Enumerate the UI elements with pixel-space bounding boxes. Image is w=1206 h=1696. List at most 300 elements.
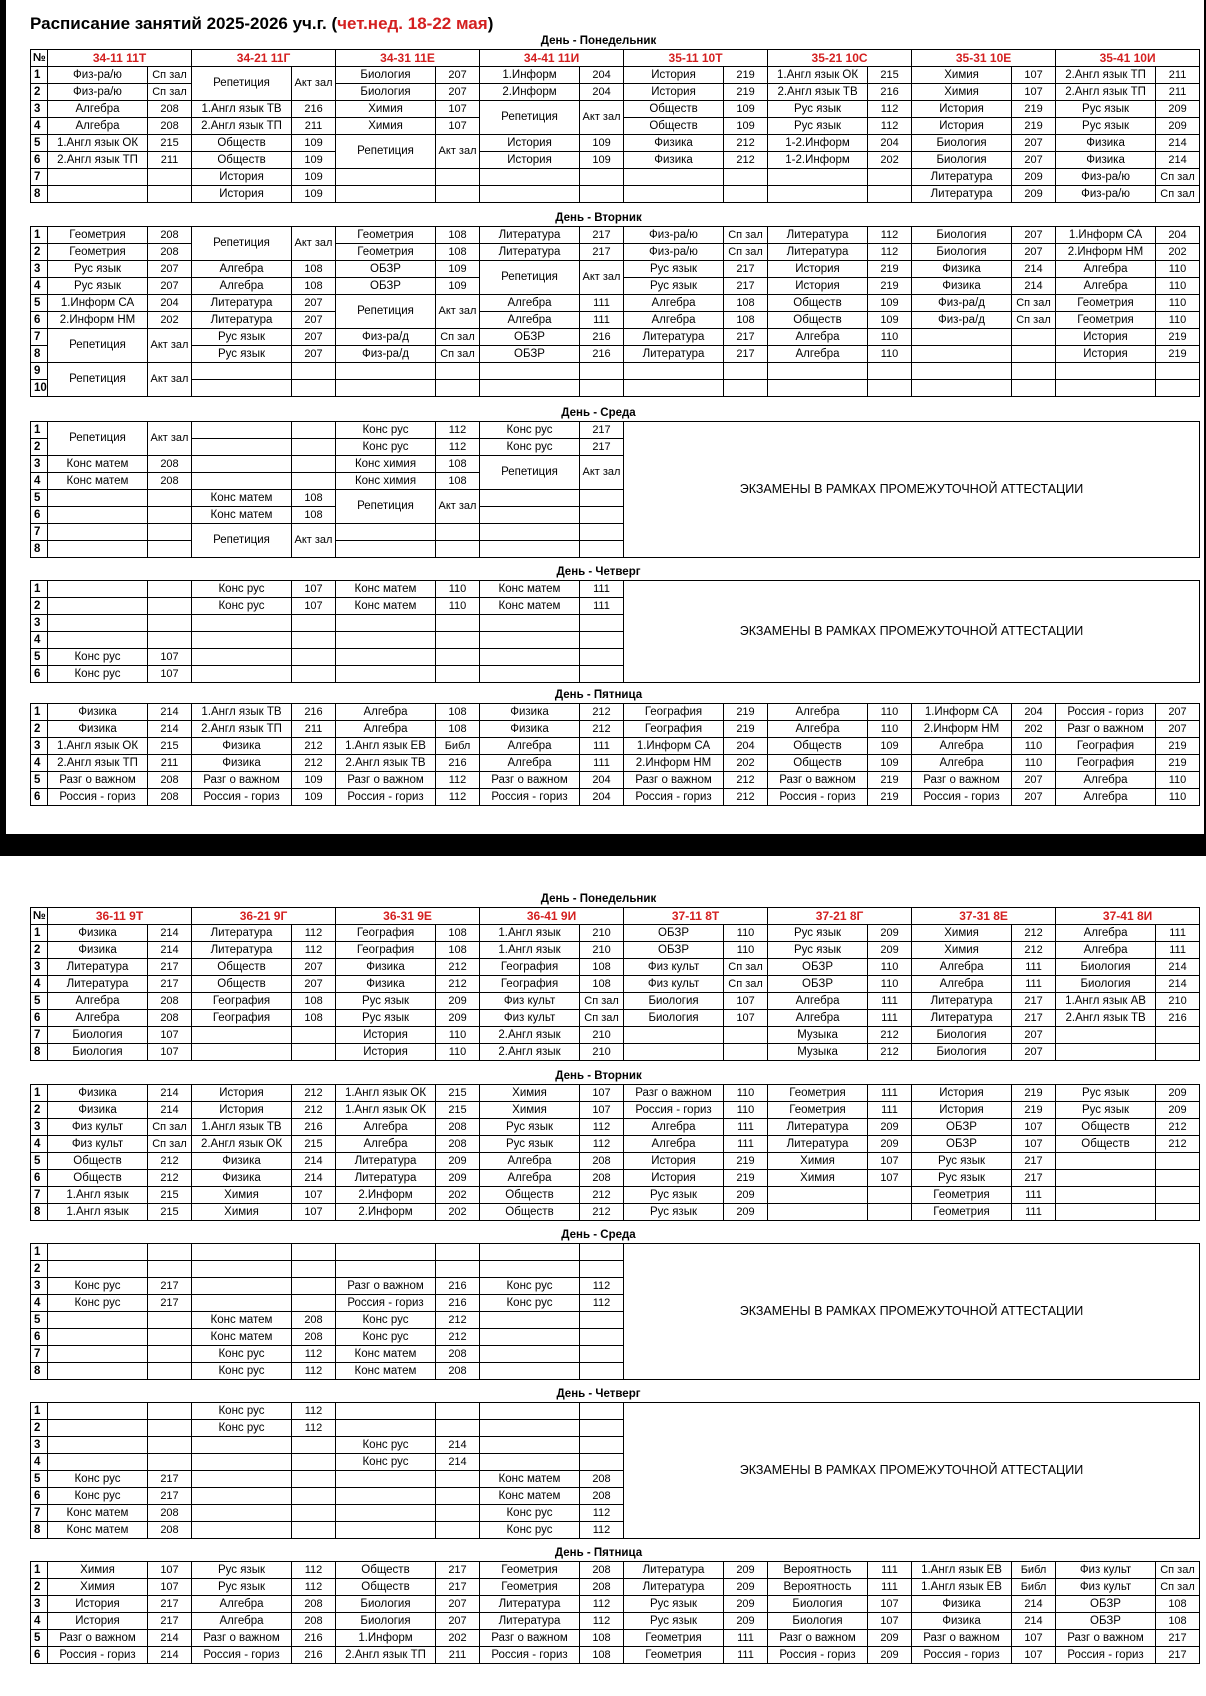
room-cell	[1156, 363, 1200, 380]
subject-cell	[768, 1204, 868, 1221]
subject-cell: Разг о важном	[912, 1630, 1012, 1647]
subject-cell: Конс рус	[480, 439, 580, 456]
period-number: 5	[31, 295, 48, 312]
subject-cell	[192, 1044, 292, 1061]
subject-cell: Разг о важном	[336, 1278, 436, 1295]
subject-cell	[336, 524, 436, 541]
table-row	[31, 1170, 1200, 1187]
subject-cell	[336, 666, 436, 683]
room-cell	[580, 1403, 624, 1420]
room-cell: 216	[580, 346, 624, 363]
subject-cell: Обществ	[480, 1187, 580, 1204]
subject-cell	[480, 649, 580, 666]
subject-cell: 2.Англ язык ТП	[48, 755, 148, 772]
subject-cell: Конс матем	[480, 598, 580, 615]
room-cell	[148, 1312, 192, 1329]
subject-cell	[912, 363, 1012, 380]
room-cell: 107	[868, 1596, 912, 1613]
table-row	[31, 1596, 1200, 1613]
table-row	[31, 1204, 1200, 1221]
subject-cell: Физ-ра/ю	[1056, 169, 1156, 186]
room-cell: 208	[436, 1346, 480, 1363]
room-cell: 211	[436, 1647, 480, 1664]
subject-cell: Рус язык	[768, 101, 868, 118]
room-cell	[436, 1522, 480, 1539]
room-cell: 112	[292, 1562, 336, 1579]
subject-cell: 1-2.Информ	[768, 152, 868, 169]
subject-cell: Химия	[912, 67, 1012, 84]
room-cell: 109	[868, 312, 912, 329]
subject-cell: Разг о важном	[1056, 1630, 1156, 1647]
room-cell: 111	[724, 1119, 768, 1136]
room-cell	[292, 649, 336, 666]
table-row	[31, 186, 1200, 203]
table-row	[31, 422, 1200, 439]
room-cell: 208	[580, 1488, 624, 1505]
period-number: 8	[31, 186, 48, 203]
room-cell	[580, 541, 624, 558]
subject-cell	[192, 1505, 292, 1522]
subject-cell	[1056, 1153, 1156, 1170]
subject-cell: Обществ	[768, 295, 868, 312]
subject-cell: Репетиция	[48, 363, 148, 397]
subject-cell: 1.Информ СА	[48, 295, 148, 312]
subject-cell: Обществ	[1056, 1136, 1156, 1153]
room-cell: 204	[580, 84, 624, 101]
room-cell	[436, 169, 480, 186]
room-cell: 216	[292, 1647, 336, 1664]
subject-cell	[480, 1403, 580, 1420]
subject-cell: 1.Англ язык ОК	[48, 738, 148, 755]
period-number: 8	[31, 541, 48, 558]
table-row	[31, 738, 1200, 755]
room-cell: 110	[1156, 772, 1200, 789]
subject-cell	[768, 169, 868, 186]
room-cell: 112	[580, 1295, 624, 1312]
room-cell: 109	[580, 152, 624, 169]
subject-cell: 2.Информ НМ	[48, 312, 148, 329]
subject-cell: Конс рус	[336, 1312, 436, 1329]
subject-cell: Алгебра	[1056, 942, 1156, 959]
room-cell: 111	[724, 1630, 768, 1647]
room-cell	[148, 524, 192, 541]
room-cell: 208	[148, 244, 192, 261]
subject-cell: Геометрия	[768, 1102, 868, 1119]
day-header: День - Понедельник	[540, 35, 657, 47]
room-cell: 110	[868, 329, 912, 346]
subject-cell	[624, 1027, 724, 1044]
period-number: 1	[31, 581, 48, 598]
subject-cell: Алгебра	[912, 976, 1012, 993]
room-cell: 216	[292, 704, 336, 721]
table-row	[31, 1613, 1200, 1630]
subject-cell: Рус язык	[624, 261, 724, 278]
subject-cell	[192, 1261, 292, 1278]
room-cell: 208	[580, 1153, 624, 1170]
subject-cell: Конс рус	[192, 598, 292, 615]
subject-cell: Рус язык	[912, 1170, 1012, 1187]
day-table	[30, 226, 1200, 397]
day-header: День - Пятница	[554, 1547, 643, 1559]
subject-cell: Литература	[480, 1596, 580, 1613]
room-cell: 112	[868, 118, 912, 135]
room-cell	[292, 615, 336, 632]
room-cell: 217	[148, 1471, 192, 1488]
subject-cell: Конс матем	[192, 507, 292, 524]
room-cell: 111	[1012, 976, 1056, 993]
room-cell	[292, 456, 336, 473]
subject-cell: Конс матем	[48, 1505, 148, 1522]
room-cell: 219	[724, 84, 768, 101]
room-cell: 111	[580, 581, 624, 598]
room-cell: 111	[868, 993, 912, 1010]
subject-cell: Геометрия	[768, 1085, 868, 1102]
room-cell: 211	[1156, 84, 1200, 101]
period-number: 5	[31, 1153, 48, 1170]
subject-cell: Литература	[912, 186, 1012, 203]
room-cell: 107	[868, 1170, 912, 1187]
subject-cell	[192, 1471, 292, 1488]
subject-cell	[192, 1278, 292, 1295]
room-cell	[580, 524, 624, 541]
room-cell	[436, 666, 480, 683]
room-cell: 204	[868, 135, 912, 152]
subject-cell: Рус язык	[480, 1119, 580, 1136]
subject-cell	[192, 1522, 292, 1539]
room-cell: 211	[148, 152, 192, 169]
subject-cell: Конс матем	[480, 1471, 580, 1488]
subject-cell: Алгебра	[912, 755, 1012, 772]
subject-cell: 1.Англ язык ЕВ	[336, 738, 436, 755]
subject-cell: История	[912, 1102, 1012, 1119]
room-cell: 107	[1012, 1136, 1056, 1153]
subject-cell: Конс матем	[192, 1329, 292, 1346]
period-number: 9	[31, 363, 48, 380]
room-cell: 108	[292, 1010, 336, 1027]
subject-cell: ОБЗР	[336, 261, 436, 278]
subject-cell: Разг о важном	[624, 1085, 724, 1102]
room-cell: 109	[580, 135, 624, 152]
room-cell: 217	[1012, 1170, 1056, 1187]
subject-cell: 2.Информ НМ	[912, 721, 1012, 738]
subject-cell: Физика	[912, 1596, 1012, 1613]
room-cell	[148, 490, 192, 507]
subject-cell	[192, 615, 292, 632]
room-cell: 108	[292, 261, 336, 278]
subject-cell: Литература	[192, 942, 292, 959]
subject-cell: Россия - гориз	[1056, 704, 1156, 721]
room-cell: 209	[1156, 1085, 1200, 1102]
subject-cell: 2.Англ язык ТП	[48, 152, 148, 169]
room-cell: 214	[1156, 152, 1200, 169]
subject-cell: 2.Англ язык ТВ	[336, 755, 436, 772]
period-number: 2	[31, 84, 48, 101]
room-cell: Сп зал	[436, 329, 480, 346]
subject-cell: Биология	[624, 1010, 724, 1027]
subject-cell: Репетиция	[192, 524, 292, 558]
room-cell	[580, 1437, 624, 1454]
room-cell	[292, 1044, 336, 1061]
subject-cell: Рус язык	[1056, 1085, 1156, 1102]
room-cell	[436, 1261, 480, 1278]
subject-cell: История	[768, 261, 868, 278]
room-cell: 217	[724, 329, 768, 346]
table-row	[31, 1579, 1200, 1596]
period-number: 7	[31, 329, 48, 346]
room-cell: 207	[1012, 1027, 1056, 1044]
subject-cell: Вероятность	[768, 1562, 868, 1579]
subject-cell: Обществ	[768, 738, 868, 755]
room-cell	[868, 186, 912, 203]
subject-cell: Геометрия	[624, 1630, 724, 1647]
subject-cell: Алгебра	[1056, 925, 1156, 942]
subject-cell: Физ-ра/ю	[1056, 186, 1156, 203]
subject-cell: Обществ	[624, 118, 724, 135]
room-cell	[1156, 1187, 1200, 1204]
subject-cell: Химия	[480, 1085, 580, 1102]
class-header-table	[30, 907, 1200, 1061]
subject-cell	[48, 1420, 148, 1437]
room-cell: 217	[436, 1579, 480, 1596]
room-cell: 210	[580, 1044, 624, 1061]
room-cell: 209	[868, 925, 912, 942]
room-cell	[724, 1044, 768, 1061]
room-cell	[724, 186, 768, 203]
subject-cell: Литература	[480, 244, 580, 261]
room-cell: 110	[436, 581, 480, 598]
table-row	[31, 721, 1200, 738]
table-row	[31, 789, 1200, 806]
period-number: 10	[31, 380, 48, 397]
subject-cell: Репетиция	[336, 295, 436, 329]
room-cell	[292, 380, 336, 397]
room-cell: Библ	[1012, 1562, 1056, 1579]
room-cell	[292, 1522, 336, 1539]
period-number: 2	[31, 721, 48, 738]
room-cell: 219	[1012, 1102, 1056, 1119]
room-cell	[436, 1244, 480, 1261]
room-cell	[148, 632, 192, 649]
class-header: 36-11 9Т	[48, 908, 192, 925]
subject-cell: География	[336, 925, 436, 942]
room-cell: 204	[1156, 227, 1200, 244]
room-cell: 217	[436, 1562, 480, 1579]
room-cell: Акт зал	[292, 67, 336, 101]
subject-cell: Биология	[912, 152, 1012, 169]
room-cell: 212	[292, 755, 336, 772]
period-number: 3	[31, 1596, 48, 1613]
period-number: 3	[31, 959, 48, 976]
room-cell	[148, 581, 192, 598]
subject-cell: Литература	[624, 329, 724, 346]
subject-cell: Биология	[768, 1596, 868, 1613]
period-number: 1	[31, 67, 48, 84]
subject-cell: Конс рус	[336, 439, 436, 456]
subject-cell: Биология	[48, 1044, 148, 1061]
day-table	[30, 1402, 1200, 1539]
subject-cell: 1.Англ язык ЕВ	[912, 1562, 1012, 1579]
room-cell: 212	[1012, 942, 1056, 959]
room-cell: 208	[148, 1505, 192, 1522]
room-cell: 212	[724, 789, 768, 806]
period-number: 6	[31, 1170, 48, 1187]
subject-cell: Физ-ра/ю	[48, 84, 148, 101]
room-cell: 112	[292, 1420, 336, 1437]
subject-cell: Обществ	[48, 1170, 148, 1187]
period-number: 5	[31, 993, 48, 1010]
subject-cell: Конс рус	[48, 1471, 148, 1488]
room-cell: 110	[1156, 789, 1200, 806]
room-cell: 219	[1012, 118, 1056, 135]
subject-cell: Физ-ра/д	[336, 346, 436, 363]
room-cell: 112	[292, 1346, 336, 1363]
room-cell: 111	[580, 295, 624, 312]
room-cell: 219	[1156, 738, 1200, 755]
subject-cell	[192, 1027, 292, 1044]
room-cell: 204	[724, 738, 768, 755]
period-number: 1	[31, 704, 48, 721]
subject-cell: 2.Англ язык ОК	[192, 1136, 292, 1153]
subject-cell: Литература	[624, 1579, 724, 1596]
room-cell: Сп зал	[1156, 1562, 1200, 1579]
subject-cell: Конс рус	[336, 422, 436, 439]
subject-cell: 1.Англ язык ТВ	[192, 704, 292, 721]
room-cell: 209	[436, 993, 480, 1010]
room-cell: 212	[868, 1027, 912, 1044]
room-cell: 214	[148, 1630, 192, 1647]
subject-cell	[192, 1295, 292, 1312]
subject-cell: Физ культ	[1056, 1562, 1156, 1579]
subject-cell: 2.Англ язык ТВ	[768, 84, 868, 101]
subject-cell: Физика	[192, 1153, 292, 1170]
room-cell: 215	[148, 738, 192, 755]
period-number: 8	[31, 1044, 48, 1061]
table-row	[31, 1244, 1200, 1261]
subject-cell: Обществ	[192, 976, 292, 993]
num-header: №	[31, 908, 48, 925]
class-header: 34-11 11Т	[48, 50, 192, 67]
room-cell: 210	[580, 925, 624, 942]
room-cell: 212	[148, 1170, 192, 1187]
subject-cell: Разг о важном	[192, 1630, 292, 1647]
table-row	[31, 1647, 1200, 1664]
subject-cell: Физ-ра/д	[912, 295, 1012, 312]
room-cell: 107	[292, 1204, 336, 1221]
room-cell: 112	[580, 1613, 624, 1630]
subject-cell: Россия - гориз	[192, 1647, 292, 1664]
room-cell: 207	[1012, 772, 1056, 789]
room-cell: 112	[868, 101, 912, 118]
period-number: 2	[31, 598, 48, 615]
subject-cell: География	[624, 721, 724, 738]
period-number: 7	[31, 1346, 48, 1363]
room-cell: 212	[292, 738, 336, 755]
subject-cell	[1056, 1027, 1156, 1044]
subject-cell: Физика	[192, 755, 292, 772]
room-cell: 108	[436, 925, 480, 942]
room-cell: 207	[1012, 152, 1056, 169]
room-cell: Сп зал	[1012, 312, 1056, 329]
room-cell: 202	[868, 152, 912, 169]
subject-cell: Химия	[192, 1204, 292, 1221]
subject-cell: Литература	[336, 1170, 436, 1187]
room-cell: 217	[1012, 1153, 1056, 1170]
subject-cell: Геометрия	[48, 227, 148, 244]
subject-cell: История	[192, 186, 292, 203]
subject-cell: Физ культ	[48, 1119, 148, 1136]
subject-cell	[480, 1346, 580, 1363]
table-row	[31, 1153, 1200, 1170]
room-cell: 207	[292, 329, 336, 346]
table-row	[31, 329, 1200, 346]
subject-cell	[480, 380, 580, 397]
room-cell: 207	[1012, 789, 1056, 806]
subject-cell: 2.Информ НМ	[624, 755, 724, 772]
room-cell	[148, 1261, 192, 1278]
room-cell: 107	[148, 649, 192, 666]
room-cell	[436, 363, 480, 380]
room-cell: 209	[436, 1010, 480, 1027]
subject-cell: Литература	[480, 1613, 580, 1630]
subject-cell: История	[1056, 329, 1156, 346]
subject-cell: География	[1056, 738, 1156, 755]
subject-cell: Алгебра	[768, 329, 868, 346]
subject-cell	[192, 422, 292, 439]
subject-cell: Алгебра	[1056, 772, 1156, 789]
room-cell	[436, 615, 480, 632]
subject-cell	[192, 363, 292, 380]
room-cell	[436, 649, 480, 666]
room-cell	[436, 632, 480, 649]
room-cell	[724, 169, 768, 186]
subject-cell: Россия - гориз	[336, 789, 436, 806]
subject-cell: Алгебра	[912, 959, 1012, 976]
class-header: 34-41 11И	[480, 50, 624, 67]
subject-cell: Конс рус	[192, 1420, 292, 1437]
room-cell: 108	[292, 507, 336, 524]
room-cell: 214	[1156, 976, 1200, 993]
room-cell: 110	[436, 1027, 480, 1044]
period-number: 4	[31, 632, 48, 649]
subject-cell: Конс матем	[336, 1346, 436, 1363]
room-cell	[436, 1403, 480, 1420]
room-cell: 214	[148, 1102, 192, 1119]
room-cell: 112	[292, 942, 336, 959]
room-cell: Акт зал	[292, 227, 336, 261]
subject-cell: Физика	[480, 721, 580, 738]
room-cell: 111	[1012, 1187, 1056, 1204]
room-cell: Сп зал	[148, 67, 192, 84]
subject-cell: Обществ	[480, 1204, 580, 1221]
subject-cell: Конс рус	[336, 1437, 436, 1454]
subject-cell: История	[192, 1102, 292, 1119]
page-divider	[0, 834, 1206, 856]
room-cell: 111	[868, 1102, 912, 1119]
room-cell: 214	[1012, 261, 1056, 278]
subject-cell: Литература	[624, 1562, 724, 1579]
room-cell: 214	[1156, 135, 1200, 152]
subject-cell	[480, 169, 580, 186]
room-cell: 109	[724, 101, 768, 118]
subject-cell: 2.Англ язык ТП	[1056, 67, 1156, 84]
subject-cell	[480, 507, 580, 524]
room-cell: 208	[148, 473, 192, 490]
period-number: 5	[31, 772, 48, 789]
subject-cell: Репетиция	[48, 422, 148, 456]
room-cell	[580, 1329, 624, 1346]
table-row	[31, 993, 1200, 1010]
subject-cell: Алгебра	[480, 295, 580, 312]
